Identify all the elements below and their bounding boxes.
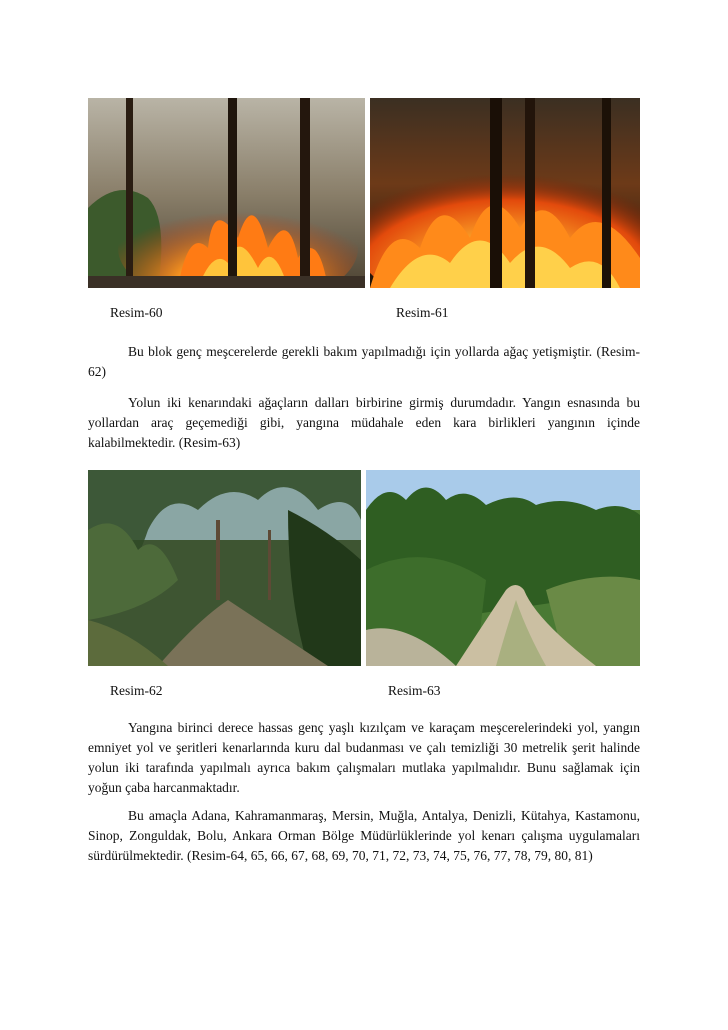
- photo-resim-61: [370, 98, 640, 288]
- caption-resim-61: Resim-61: [396, 305, 449, 320]
- caption-resim-60: Resim-60: [110, 305, 163, 320]
- paragraph-3: Yangına birinci derece hassas genç yaşlı kızılçam ve karaçam meşcerelerindeki yol, yangın emniyet yol ve şeritleri kenarlarında kuru dal budanması ve çalı temizliği 30 metrelik şerit halinde yolun iki tarafında yapılmalı ayrıca bakım çalışmaları mutlaka yapılmalıdır. Bunu sağlamak için yoğun çaba harcanmaktadır.: [88, 720, 640, 795]
- paragraph-4: Bu amaçla Adana, Kahramanmaraş, Mersin, Muğla, Antalya, Denizli, Kütahya, Kastamonu, Sinop, Zonguldak, Bolu, Ankara Orman Bölge Müdürlüklerinde yol kenarı çalışma uygulamaları sürdürülmektedir. (Resim-64, 65, 66, 67, 68, 69, 70, 71, 72, 73, 74, 75, 76, 77, 78, 79, 80, 81): [88, 808, 640, 863]
- photo-resim-62: [88, 470, 361, 666]
- paragraph-2: Yolun iki kenarındaki ağaçların dalları birbirine girmiş durumdadır. Yangın esnasında bu yollardan araç geçemediği gibi, yangına müdahale eden kara birlikleri yangının içinde kalabilmektedir. (Resim-63): [88, 395, 640, 450]
- caption-resim-62: Resim-62: [110, 683, 163, 698]
- photo-resim-63: [366, 470, 640, 666]
- paragraph-1: Bu blok genç meşcerelerde gerekli bakım yapılmadığı için yollarda ağaç yetişmiştir. (Resim-62): [88, 344, 640, 379]
- photo-resim-60: [88, 98, 365, 288]
- caption-resim-63: Resim-63: [388, 683, 441, 698]
